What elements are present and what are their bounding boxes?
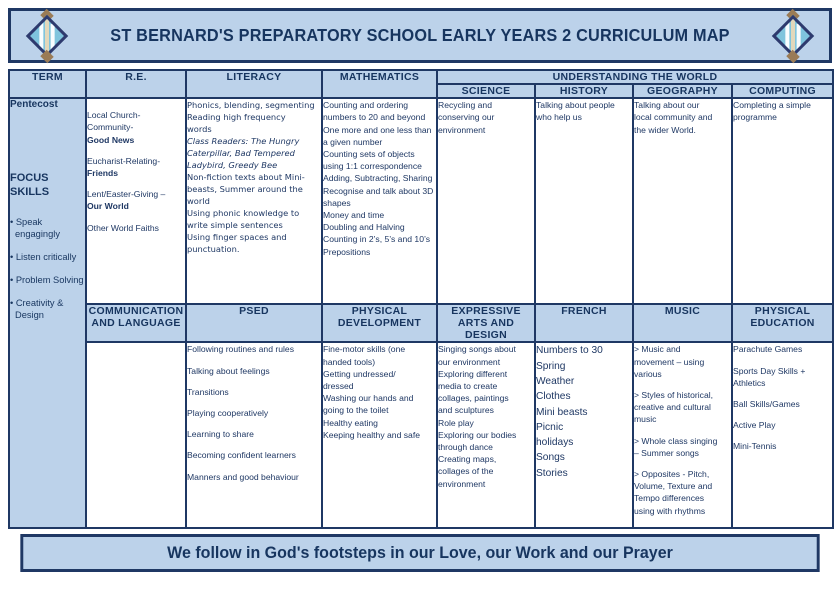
school-crest-icon-right <box>771 9 815 63</box>
cell-french <box>535 342 633 528</box>
cell-physical-development <box>322 342 437 528</box>
footer-motto-text: We follow in God's footsteps in our Love, our Work and our Prayer <box>167 543 673 562</box>
cell-history <box>535 98 633 304</box>
pd-line-8: Keeping healthy and safe <box>323 429 420 440</box>
cell-physical-education <box>732 342 833 528</box>
music-i2-line1: > Styles of historical, <box>634 389 714 400</box>
maths-line-4: a given number <box>323 136 383 147</box>
column-header-mathematics: MATHEMATICS <box>322 70 437 98</box>
school-crest-icon-left <box>25 9 69 63</box>
french-item-5: Mini beasts <box>536 406 588 418</box>
geography-line-2: local community and <box>634 112 713 123</box>
focus-skills-title <box>10 172 85 200</box>
pe-item-1: Parachute Games <box>733 344 803 355</box>
literacy-line-12: Using finger spaces and <box>187 232 287 243</box>
pd-line-7: Healthy eating <box>323 417 378 428</box>
column-header-communication-and-language <box>86 304 186 342</box>
french-item-1: Numbers to 30 <box>536 345 603 357</box>
ead-line-2: our environment <box>438 356 501 367</box>
pd-line-5: Washing our hands and <box>323 393 414 404</box>
footer-motto-banner <box>20 534 819 572</box>
literacy-line-5: Caterpillar, Bad Tempered <box>187 148 295 159</box>
maths-line-5: Counting sets of objects <box>323 148 415 159</box>
pe-item-5: Mini-Tennis <box>733 441 777 452</box>
expressive-header-line3: DESIGN <box>464 329 508 342</box>
french-item-6: Picnic <box>536 421 564 433</box>
bottom-header-row <box>9 304 833 342</box>
list-item: • Listen critically <box>10 251 77 262</box>
french-item-9: Stories <box>536 467 568 479</box>
music-i4-line3: Tempo differences <box>634 493 705 504</box>
cell-computing <box>732 98 833 304</box>
cell-music <box>633 342 732 528</box>
ead-line-12: environment <box>438 478 486 489</box>
ead-line-11: collages of the <box>438 466 494 477</box>
page-title: ST BERNARD'S PREPARATORY SCHOOL EARLY YEARS 2 CURRICULUM MAP <box>110 25 730 45</box>
column-header-expressive-arts-and-design <box>437 304 535 342</box>
column-header-history: HISTORY <box>535 84 633 98</box>
maths-line-11: Doubling and Halving <box>323 222 405 233</box>
literacy-line-3: words <box>187 124 212 135</box>
maths-line-1: Counting and ordering <box>323 100 409 111</box>
re-line-2: Community- <box>87 122 134 133</box>
top-content-row <box>9 98 833 304</box>
music-i3-line2: – Summer songs <box>634 447 699 458</box>
literacy-line-1: Phonics, blending, segmenting <box>187 100 315 111</box>
maths-line-2: numbers to 20 and beyond <box>323 112 426 123</box>
music-i4-line4: using with rhythms <box>634 505 706 516</box>
literacy-line-6: Ladybird, Greedy Bee <box>187 160 278 171</box>
maths-line-10: Money and time <box>323 209 385 220</box>
pd-line-6: going to the toilet <box>323 405 389 416</box>
cell-communication-and-language <box>86 342 186 528</box>
science-line-3: environment <box>438 124 486 135</box>
music-i2-line3: music <box>634 414 657 425</box>
focus-skills-list <box>10 216 85 321</box>
french-item-7: holidays <box>536 437 574 449</box>
maths-line-3: One more and one less than <box>323 124 432 135</box>
column-header-psed: PSED <box>186 304 322 342</box>
re-line-6: Lent/Easter-Giving – <box>87 189 166 200</box>
column-header-computing: COMPUTING <box>732 84 833 98</box>
literacy-line-7: Non-fiction texts about Mini- <box>187 172 305 183</box>
psed-item-3: Transitions <box>187 386 229 397</box>
top-header-row <box>9 70 833 84</box>
literacy-line-8: beasts, Summer around the <box>187 184 303 195</box>
computing-line-1: Completing a simple <box>733 100 811 111</box>
geography-line-1: Talking about our <box>634 100 700 111</box>
focus-skills-line2: SKILLS <box>10 185 50 198</box>
ead-line-3: Exploring different <box>438 368 508 379</box>
psed-item-5: Learning to share <box>187 429 254 440</box>
column-header-re: R.E. <box>86 70 186 98</box>
re-line-4: Eucharist-Relating- <box>87 155 161 166</box>
list-item: • Speak engagingly <box>10 216 60 239</box>
literacy-line-9: world <box>187 196 210 207</box>
music-i4-line1: > Opposites - Pitch, <box>634 468 710 479</box>
geography-line-3: the wider World. <box>634 124 696 135</box>
ead-line-10: Creating maps, <box>438 454 497 465</box>
music-i2-line2: creative and cultural <box>634 402 711 413</box>
maths-line-7: Adding, Subtracting, Sharing <box>323 173 433 184</box>
maths-line-13: Prepositions <box>323 246 371 257</box>
ead-line-4: media to create <box>438 380 498 391</box>
cell-re <box>86 98 186 304</box>
literacy-line-13: punctuation. <box>187 244 240 255</box>
music-i4-line2: Volume, Texture and <box>634 481 713 492</box>
ead-line-7: Role play <box>438 417 474 428</box>
pe-item-4: Active Play <box>733 420 776 431</box>
column-header-french: FRENCH <box>535 304 633 342</box>
physical-education-header-line2: EDUCATION <box>750 317 815 330</box>
column-header-geography: GEOGRAPHY <box>633 84 732 98</box>
list-item: • Creativity & Design <box>10 297 64 321</box>
cell-expressive-arts-and-design <box>437 342 535 528</box>
psed-item-6: Becoming confident learners <box>187 450 296 461</box>
french-item-8: Songs <box>536 452 565 464</box>
ead-line-9: through dance <box>438 441 493 452</box>
focus-skills-line1: FOCUS <box>10 172 49 185</box>
psed-item-4: Playing cooperatively <box>187 407 269 418</box>
pe-item-3: Ball Skills/Games <box>733 398 800 409</box>
cell-geography <box>633 98 732 304</box>
physical-development-header-line2: DEVELOPMENT <box>337 317 422 330</box>
french-item-3: Weather <box>536 375 575 387</box>
bottom-content-row <box>9 342 833 528</box>
re-line-5: Friends <box>87 167 119 178</box>
term-column <box>9 98 86 528</box>
expressive-header-line2: ARTS AND <box>457 317 515 330</box>
title-banner <box>8 8 832 63</box>
maths-line-12: Counting in 2’s, 5’s and 10’s <box>323 234 431 245</box>
computing-line-2: programme <box>733 112 777 123</box>
curriculum-table <box>8 69 834 529</box>
cell-science <box>437 98 535 304</box>
maths-line-9: shapes <box>323 197 351 208</box>
communication-header-line1: COMMUNICATION <box>88 305 184 318</box>
column-header-physical-development <box>322 304 437 342</box>
music-i1-line3: various <box>634 368 662 379</box>
term-name: Pentecost <box>10 99 58 111</box>
music-i1-line2: movement – using <box>634 356 705 367</box>
column-header-music: MUSIC <box>633 304 732 342</box>
literacy-line-10: Using phonic knowledge to <box>187 208 300 219</box>
music-i3-line1: > Whole class singing <box>634 435 718 446</box>
re-line-1: Local Church- <box>87 110 141 121</box>
ead-line-6: and sculptures <box>438 405 494 416</box>
expressive-header-line1: EXPRESSIVE <box>451 305 521 318</box>
literacy-line-11: write simple sentences <box>187 220 283 231</box>
communication-header-line2: AND LANGUAGE <box>91 317 181 330</box>
pd-line-2: handed tools) <box>323 356 376 367</box>
cell-psed <box>186 342 322 528</box>
psed-item-7: Manners and good behaviour <box>187 471 299 482</box>
literacy-line-4: Class Readers: The Hungry <box>187 136 300 147</box>
column-header-science: SCIENCE <box>437 84 535 98</box>
science-line-2: conserving our <box>438 112 495 123</box>
ead-line-1: Singing songs about <box>438 344 516 355</box>
maths-line-8: Recognise and talk about 3D <box>323 185 434 196</box>
physical-development-header-line1: PHYSICAL <box>351 305 408 318</box>
cell-literacy <box>186 98 322 304</box>
music-i1-line1: > Music and <box>634 344 681 355</box>
pd-line-3: Getting undressed/ <box>323 368 396 379</box>
column-header-term: TERM <box>9 70 86 98</box>
column-header-physical-education <box>732 304 833 342</box>
psed-item-1: Following routines and rules <box>187 344 295 355</box>
column-header-understanding-the-world: UNDERSTANDING THE WORLD <box>437 70 833 84</box>
french-item-4: Clothes <box>536 391 571 403</box>
french-item-2: Spring <box>536 360 566 372</box>
maths-line-6: using 1:1 correspondence <box>323 161 422 172</box>
re-line-7: Our World <box>87 201 129 212</box>
history-line-2: who help us <box>536 112 582 123</box>
science-line-1: Recycling and <box>438 100 492 111</box>
list-item: • Problem Solving <box>10 274 84 285</box>
physical-education-header-line1: PHYSICAL <box>754 305 811 318</box>
pd-line-4: dressed <box>323 380 354 391</box>
cell-mathematics <box>322 98 437 304</box>
history-line-1: Talking about people <box>536 100 615 111</box>
re-line-8: Other World Faiths <box>87 222 159 233</box>
psed-item-2: Talking about feelings <box>187 365 270 376</box>
ead-line-5: collages, paintings <box>438 393 509 404</box>
literacy-line-2: Reading high frequency <box>187 112 286 123</box>
ead-line-8: Exploring our bodies <box>438 429 517 440</box>
pe-item-2: Sports Day Skills + Athletics <box>733 365 806 388</box>
pd-line-1: Fine-motor skills (one <box>323 344 406 355</box>
re-line-3: Good News <box>87 134 135 145</box>
column-header-literacy: LITERACY <box>186 70 322 98</box>
